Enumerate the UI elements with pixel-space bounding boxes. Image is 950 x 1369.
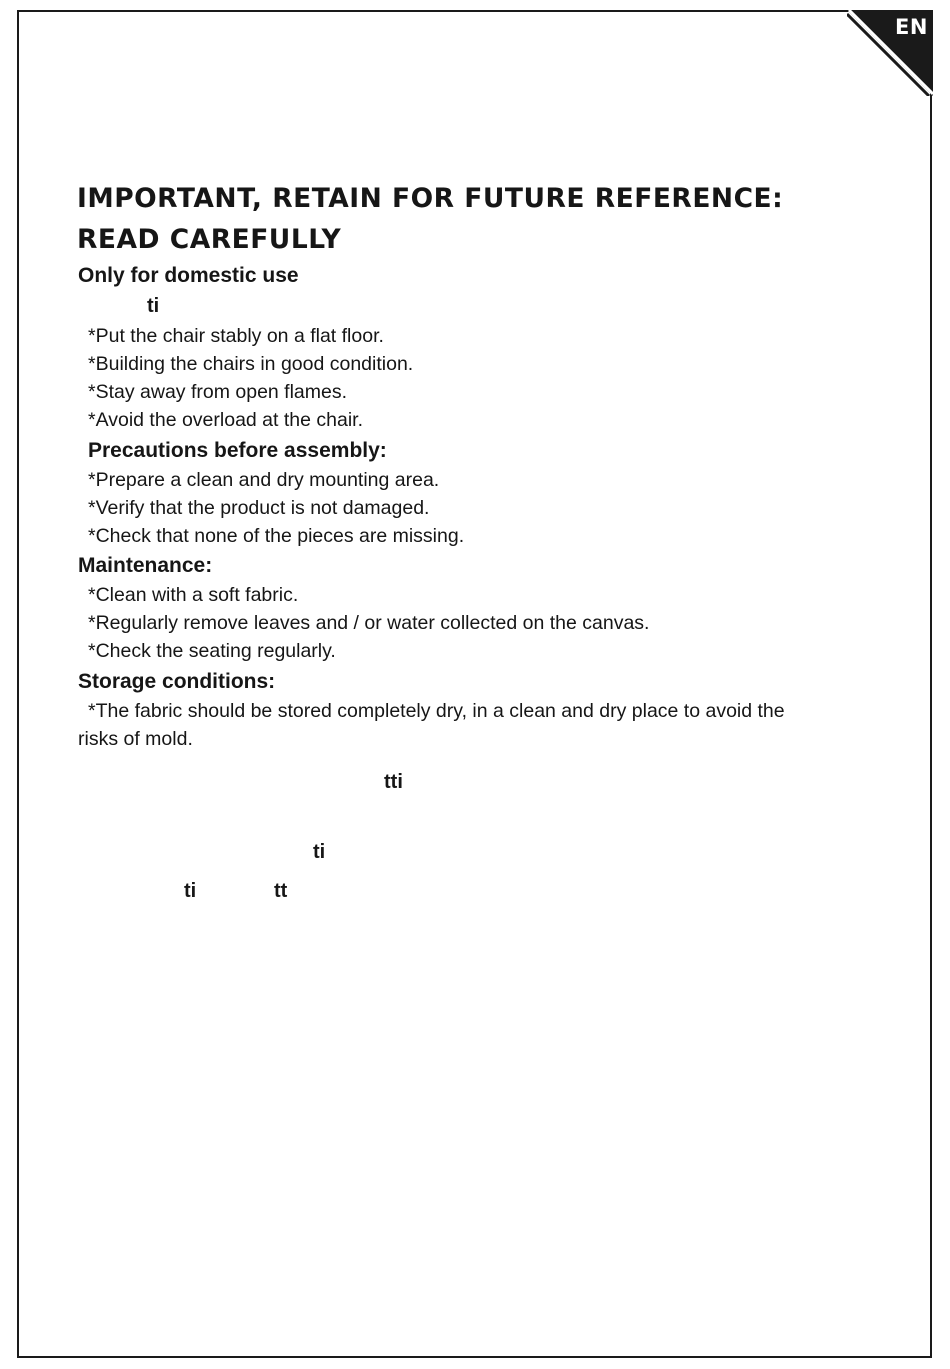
- list-item: *Check that none of the pieces are missing.: [88, 525, 465, 547]
- list-item: *Check the seating regularly.: [88, 640, 336, 662]
- language-code: EN: [895, 15, 928, 39]
- list-item: *Clean with a soft fabric.: [88, 584, 299, 606]
- precautions-heading: Precautions before assembly:: [88, 439, 387, 462]
- list-item: *Avoid the overload at the chair.: [88, 409, 363, 431]
- list-item: *Stay away from open flames.: [88, 381, 348, 403]
- domestic-use-note: Only for domestic use: [78, 264, 299, 287]
- storage-heading: Storage conditions:: [78, 670, 276, 693]
- list-item: *Verify that the product is not damaged.: [88, 497, 430, 519]
- maintenance-heading: Maintenance:: [78, 554, 213, 577]
- text-fragment: tti: [384, 771, 403, 793]
- storage-text-line-2: risks of mold.: [78, 728, 193, 750]
- text-fragment: ti: [147, 295, 160, 317]
- storage-text-line-1: *The fabric should be stored completely dry, in a clean and dry place to avoid the: [88, 700, 785, 722]
- page-title-line-1: IMPORTANT, RETAIN FOR FUTURE REFERENCE:: [77, 183, 784, 214]
- list-item: *Building the chairs in good condition.: [88, 353, 414, 375]
- list-item: *Prepare a clean and dry mounting area.: [88, 469, 440, 491]
- list-item: *Regularly remove leaves and / or water collected on the canvas.: [88, 612, 650, 634]
- text-fragment: ti: [184, 880, 197, 902]
- text-fragment: ti: [313, 841, 326, 863]
- page-title-line-2: READ CAREFULLY: [77, 224, 342, 255]
- list-item: *Put the chair stably on a flat floor.: [88, 325, 384, 347]
- text-fragment: tt: [274, 880, 288, 902]
